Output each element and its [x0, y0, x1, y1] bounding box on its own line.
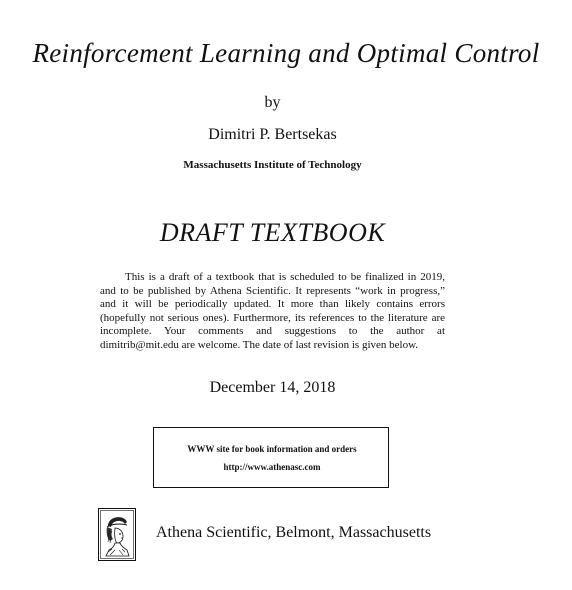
by-label: by — [264, 94, 281, 111]
draft-heading: DRAFT TEXTBOOK — [159, 218, 386, 247]
book-title: Reinforcement Learning and Optimal Control — [32, 38, 540, 68]
draft-notice-paragraph: This is a draft of a textbook that is scheduled to be finalized in 2019, and to be published by Athena Scientific. It represents “work in progress,” and it will be periodically updated. It more than likely contains errors (hopefully not serious ones). Furthermore, its references to the literature are incomplete. Your comments and suggestions to the author at dimitrib@mit.edu are welcome. The date of last revision is given below. — [100, 271, 445, 351]
info-box — [153, 427, 389, 488]
info-box-url[interactable]: http://www.athenasc.com — [223, 462, 321, 472]
publisher-line: Athena Scientific, Belmont, Massachusetts — [156, 524, 432, 541]
athena-helmet-logo-icon — [98, 508, 136, 561]
author-affiliation: Massachusetts Institute of Technology — [183, 159, 362, 171]
revision-date: December 14, 2018 — [209, 379, 336, 396]
author-name: Dimitri P. Bertsekas — [208, 126, 337, 143]
info-box-caption: WWW site for book information and orders — [187, 444, 357, 454]
